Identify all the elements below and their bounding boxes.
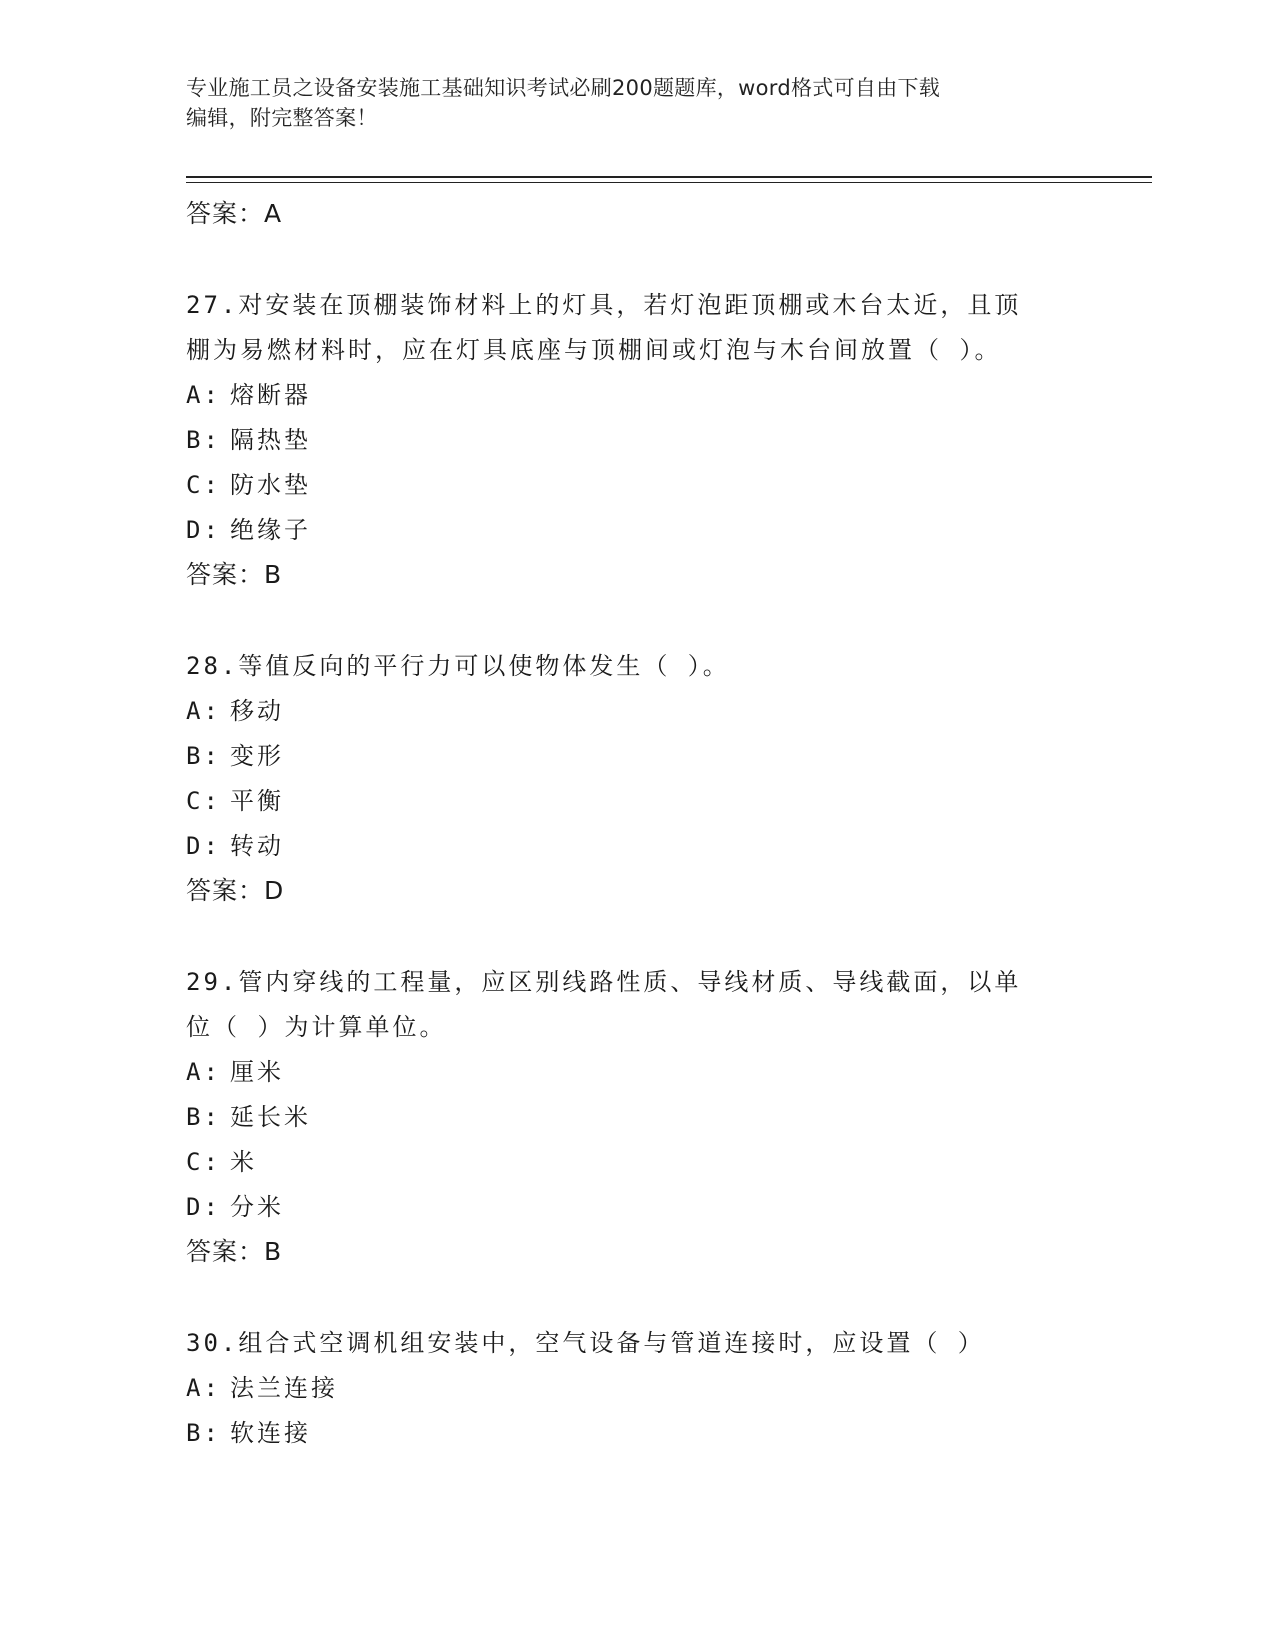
question-list	[186, 188, 1086, 1456]
option-a	[186, 1366, 1086, 1411]
question-item	[186, 644, 1086, 913]
question-text	[186, 960, 1086, 1050]
option-text: 移动	[230, 697, 284, 725]
option-label: A:	[186, 1058, 221, 1086]
question-item	[186, 960, 1086, 1274]
header-divider-thick	[186, 176, 1152, 178]
option-label: C:	[186, 471, 221, 499]
question-text	[186, 1321, 1086, 1366]
option-label: B:	[186, 742, 221, 770]
header-line-2: 编辑，附完整答案！	[186, 106, 378, 130]
question-text-line: 棚为易燃材料时，应在灯具底座与顶棚间或灯泡与木台间放置（ ）。	[186, 336, 1002, 364]
option-c	[186, 463, 1086, 508]
option-text: 延长米	[230, 1103, 311, 1131]
option-label: A:	[186, 381, 221, 409]
option-d	[186, 508, 1086, 553]
option-label: C:	[186, 787, 221, 815]
option-text: 熔断器	[230, 381, 311, 409]
option-label: A:	[186, 1374, 221, 1402]
option-text: 法兰连接	[230, 1374, 338, 1402]
question-item	[186, 283, 1086, 597]
question-text-line: 27.对安装在顶棚装饰材料上的灯具，若灯泡距顶棚或木台太近，且顶	[186, 291, 1022, 319]
option-label: C:	[186, 1148, 221, 1176]
option-text: 防水垫	[230, 471, 311, 499]
option-a	[186, 689, 1086, 734]
option-label: D:	[186, 832, 221, 860]
question-answer: 答案：B	[186, 1237, 283, 1266]
option-d	[186, 1185, 1086, 1230]
option-c	[186, 779, 1086, 824]
option-b	[186, 1095, 1086, 1140]
option-d	[186, 824, 1086, 869]
option-c	[186, 1140, 1086, 1185]
question-text	[186, 283, 1086, 373]
question-text-line: 30.组合式空调机组安装中，空气设备与管道连接时，应设置（ ）	[186, 1329, 985, 1357]
option-label: D:	[186, 1193, 221, 1221]
option-b	[186, 418, 1086, 463]
option-a	[186, 1050, 1086, 1095]
option-text: 平衡	[230, 787, 284, 815]
question-text	[186, 644, 1086, 689]
option-text: 转动	[230, 832, 284, 860]
question-answer: 答案：B	[186, 560, 283, 589]
option-b	[186, 1411, 1086, 1456]
option-b	[186, 734, 1086, 779]
option-text: 米	[230, 1148, 257, 1176]
previous-answer: 答案：A	[186, 199, 283, 228]
option-text: 厘米	[230, 1058, 284, 1086]
document-header	[186, 73, 1086, 133]
option-label: B:	[186, 1103, 221, 1131]
option-label: B:	[186, 1419, 221, 1447]
option-label: A:	[186, 697, 221, 725]
option-text: 分米	[230, 1193, 284, 1221]
question-text-line: 29.管内穿线的工程量，应区别线路性质、导线材质、导线截面，以单	[186, 968, 1022, 996]
option-text: 软连接	[230, 1419, 311, 1447]
question-item	[186, 1321, 1086, 1456]
question-answer: 答案：D	[186, 876, 285, 905]
option-text: 绝缘子	[230, 516, 311, 544]
option-a	[186, 373, 1086, 418]
option-text: 隔热垫	[230, 426, 311, 454]
option-text: 变形	[230, 742, 284, 770]
question-text-line: 位（ ）为计算单位。	[186, 1013, 447, 1041]
header-divider-thin	[186, 182, 1152, 183]
option-label: B:	[186, 426, 221, 454]
header-line-1: 专业施工员之设备安装施工基础知识考试必刷200题题库，word格式可自由下载	[186, 76, 941, 100]
option-label: D:	[186, 516, 221, 544]
question-text-line: 28.等值反向的平行力可以使物体发生（ ）。	[186, 652, 730, 680]
